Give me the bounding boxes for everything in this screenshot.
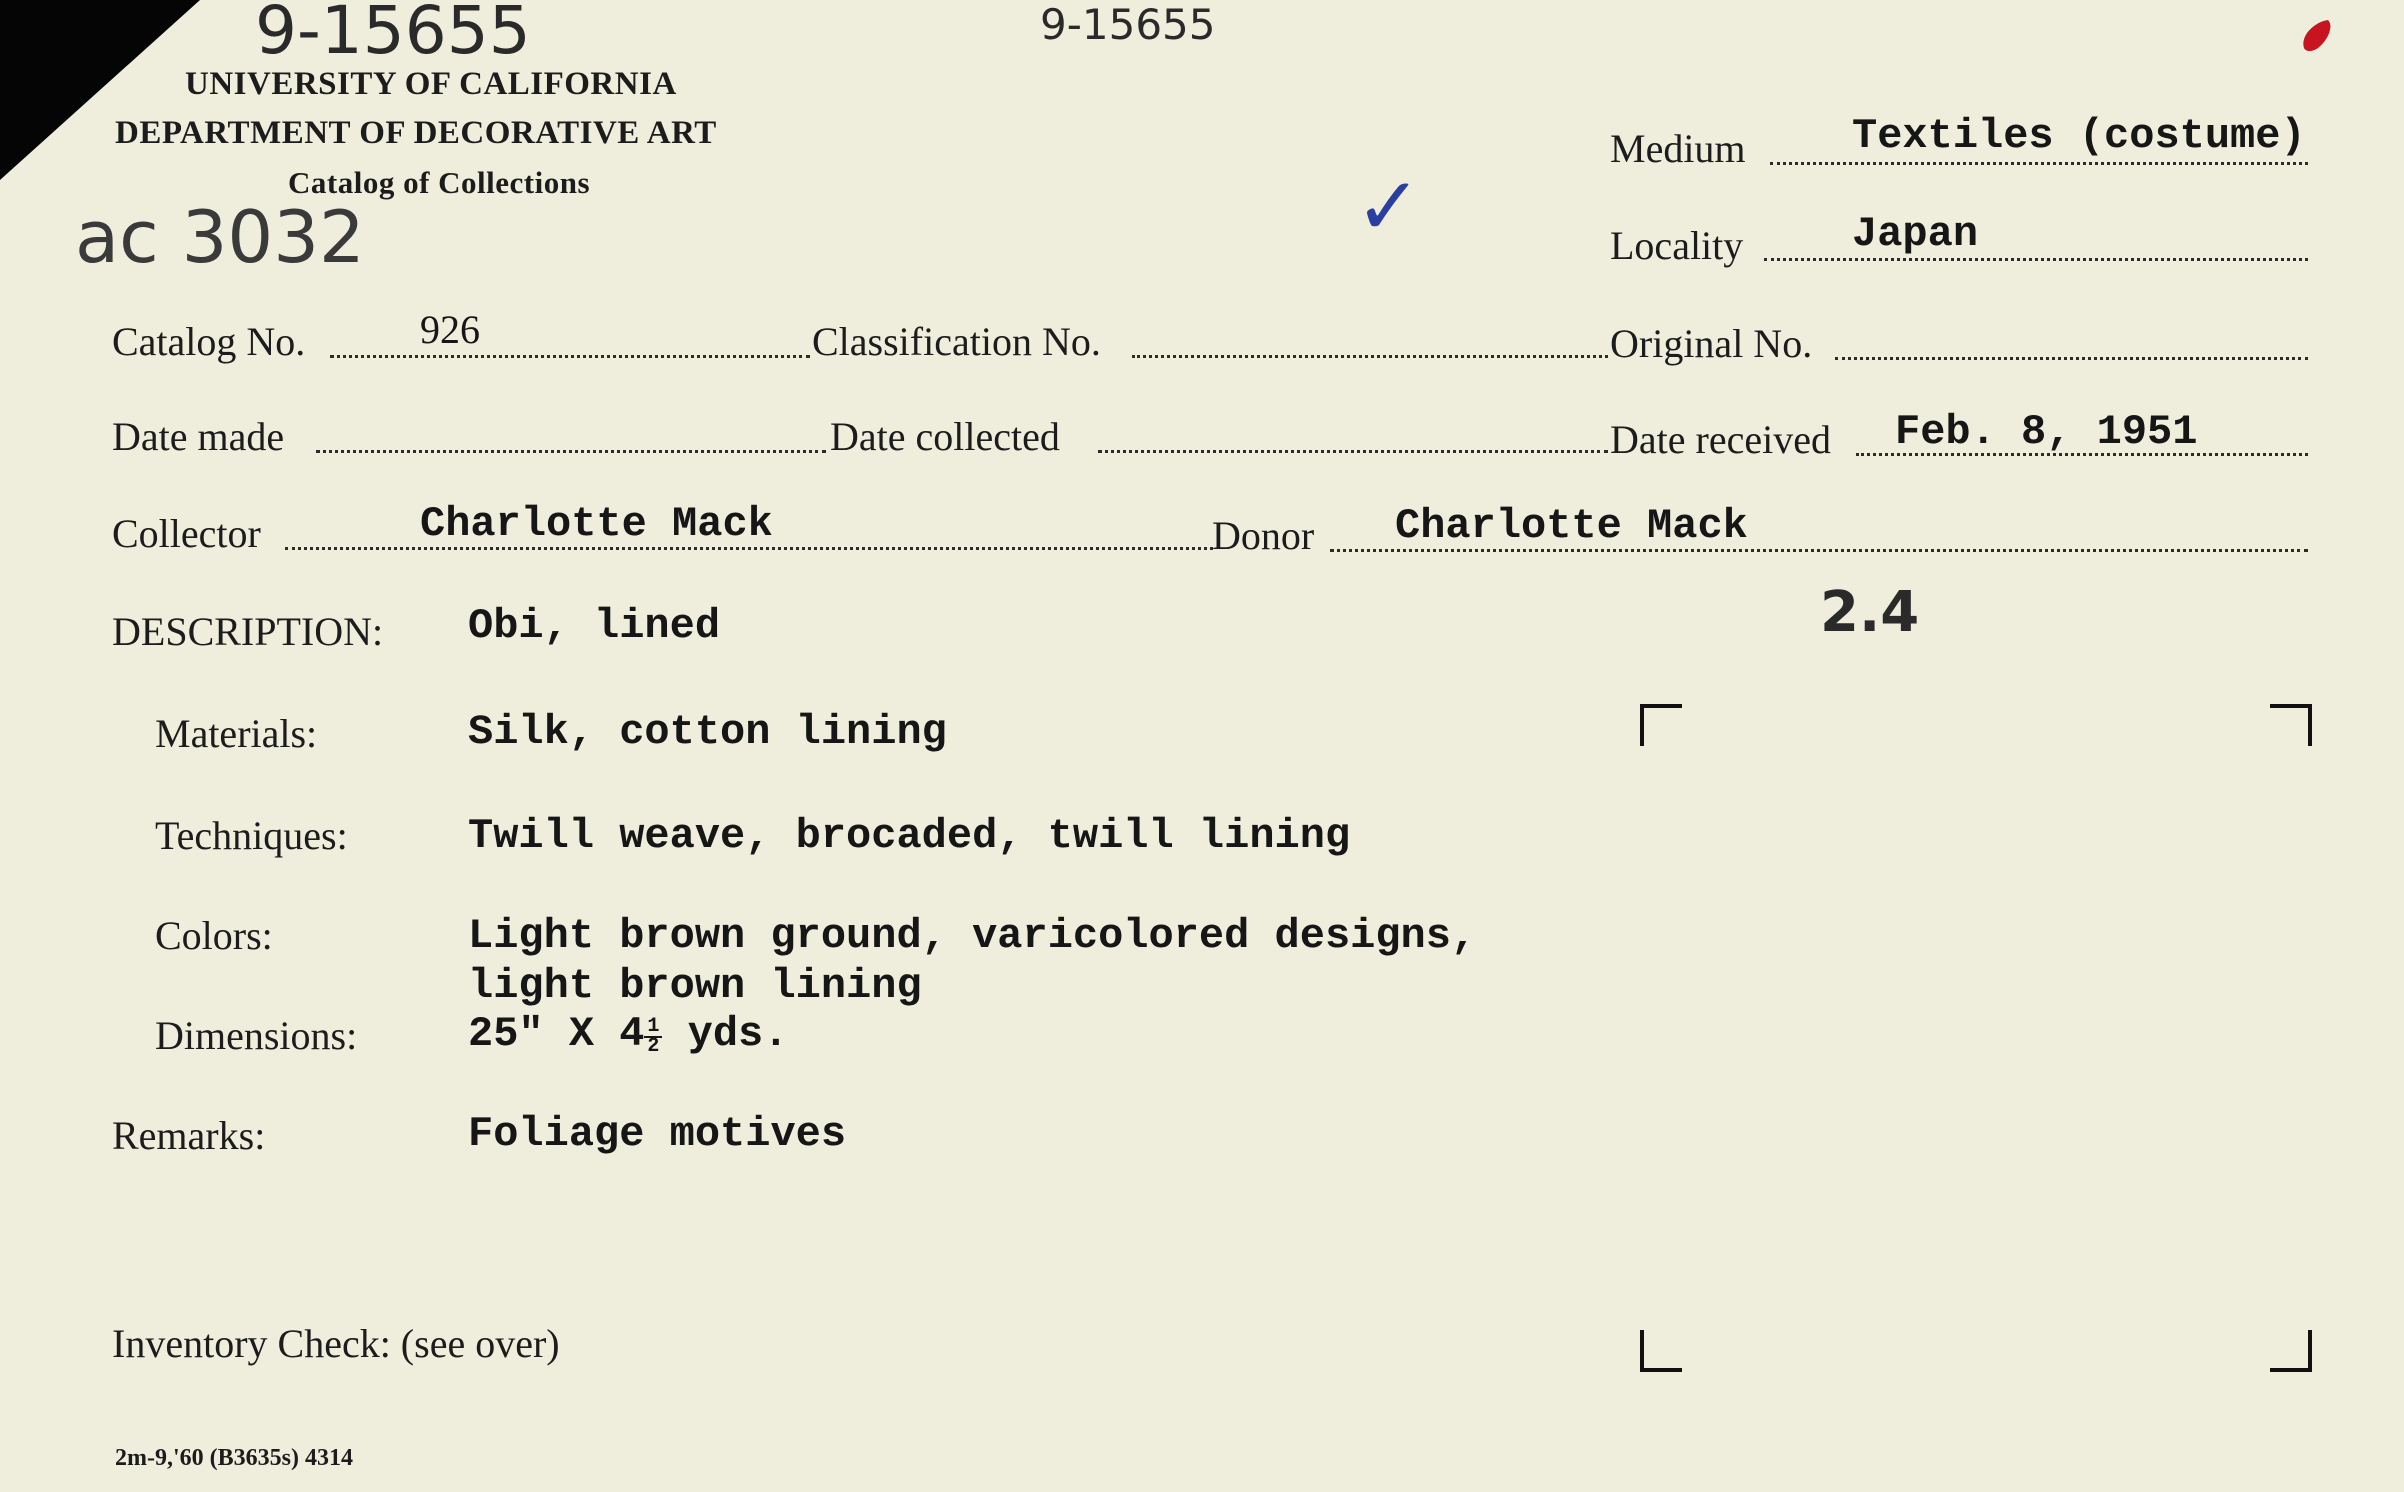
donor-label: Donor: [1212, 513, 1315, 558]
date-received-label: Date received: [1610, 417, 1831, 462]
colors-value-line1: Light brown ground, varicolored designs,: [468, 912, 1477, 960]
card-corner-cut: [0, 0, 200, 180]
dimensions-label: Dimensions:: [155, 1013, 358, 1058]
handwritten-number-center: 9-15655: [1040, 0, 1216, 49]
handwritten-note: 2.4: [1820, 580, 1920, 645]
original-no-line: [1835, 357, 2308, 360]
medium-label: Medium: [1610, 126, 1746, 171]
inventory-check-label: Inventory Check: (see over): [112, 1321, 560, 1366]
description-label: DESCRIPTION:: [112, 609, 384, 654]
header-university: UNIVERSITY OF CALIFORNIA: [185, 66, 677, 102]
techniques-label: Techniques:: [155, 813, 348, 858]
photo-bracket-top-right: [2270, 704, 2312, 746]
photo-bracket-bottom-right: [2270, 1330, 2312, 1372]
locality-label: Locality: [1610, 223, 1744, 268]
medium-value: Textiles (costume): [1852, 112, 2306, 160]
fraction-one-half: $\frac{1}{2}$: [644, 1018, 662, 1060]
materials-value: Silk, cotton lining: [468, 708, 947, 756]
classification-no-label: Classification No.: [812, 319, 1101, 364]
date-collected-label: Date collected: [830, 414, 1060, 459]
classification-no-line: [1132, 355, 1608, 358]
photo-bracket-bottom-left: [1640, 1330, 1682, 1372]
catalog-no-label: Catalog No.: [112, 319, 306, 364]
photo-bracket-top-left: [1640, 704, 1682, 746]
footer-print-code: 2m-9,'60 (B3635s) 4314: [115, 1445, 353, 1471]
date-collected-line: [1098, 450, 1608, 453]
handwritten-number-left: 9-15655: [255, 0, 531, 69]
red-dot-mark-icon: [2300, 18, 2334, 54]
techniques-value: Twill weave, brocaded, twill lining: [468, 812, 1351, 860]
original-no-label: Original No.: [1610, 321, 1813, 366]
locality-line: [1764, 258, 2308, 261]
description-value: Obi, lined: [468, 602, 721, 650]
collector-label: Collector: [112, 511, 261, 556]
handwritten-accession: ac 3032: [75, 195, 365, 279]
locality-value: Japan: [1852, 210, 1979, 258]
catalog-no-value: 926: [420, 307, 480, 352]
date-made-label: Date made: [112, 414, 285, 459]
materials-label: Materials:: [155, 711, 318, 756]
colors-label: Colors:: [155, 913, 273, 958]
donor-value: Charlotte Mack: [1395, 502, 1748, 550]
remarks-label: Remarks:: [112, 1113, 266, 1158]
header-department: DEPARTMENT OF DECORATIVE ART: [115, 115, 717, 151]
catalog-no-line: [330, 355, 810, 358]
medium-line: [1770, 162, 2308, 165]
dimensions-value: 25" X 4 $\frac{1}{2}$ yds.: [468, 1010, 789, 1058]
colors-value-line2: light brown lining: [468, 962, 922, 1010]
header-catalog-of-collections: Catalog of Collections: [288, 165, 591, 200]
collector-value: Charlotte Mack: [420, 500, 773, 548]
date-made-line: [316, 450, 826, 453]
check-mark-icon: ✓: [1355, 160, 1423, 253]
remarks-value: Foliage motives: [468, 1110, 847, 1158]
date-received-value: Feb. 8, 1951: [1895, 408, 2198, 456]
